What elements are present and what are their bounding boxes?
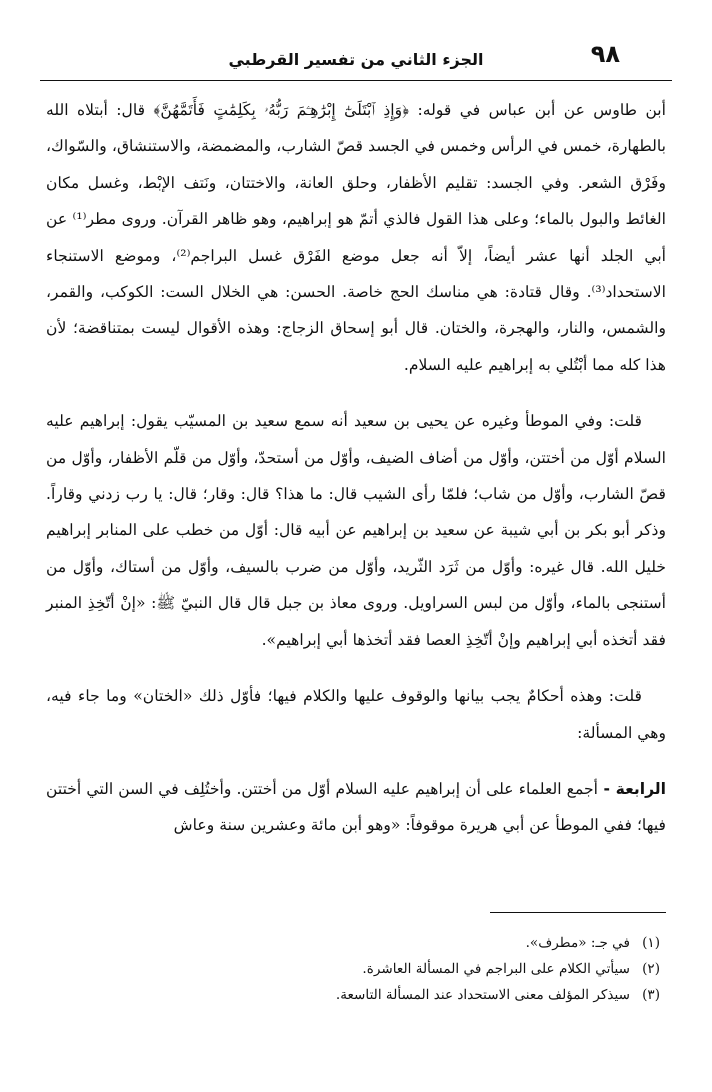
main-text xyxy=(46,92,666,856)
paragraph-tafsir-opening: أبن طاوس عن أبن عباس في قوله: ﴿وَإِذِ ٱبْتَلَىٰٓ إِبْرَٰهِـۧمَ رَبُّهُۥ بِكَلِمَٰتٍ فَأَتَمَّهُنَّ﴾ قال: أبتلاه الله بالطهارة، خمس في الرأس وخمس في الجسد قصّ الشارب، والمضمضة، والاستنشاق، والسّواك، وفَرْق الشعر. وفي الجسد: تقليم الأظفار، وحلق العانة، والاختتان، ونَتف الإبْط، وغسل مكان الغائط والبول بالماء؛ وعلى هذا القول فالذي أتمّ هو إبراهيم، وهو ظاهر القرآن. وروى مطر⁽¹⁾ عن أبي الجلد أنها عشر أيضاً، إلاّ أنه جعل موضع الفَرْق غسل البراجم⁽²⁾، وموضع الاستنجاء الاستحداد⁽³⁾. وقال قتادة: هي مناسك الحج خاصة. الحسن: هي الخلال الست: الكوكب، والقمر، والشمس، والنار، والهجرة، والختان. قال أبو إسحاق الزجاج: وهذه الأقوال ليست بمتناقضة؛ لأن هذا كله مما أبْتُلي به إبراهيم عليه السلام. xyxy=(46,101,666,374)
paragraph-issue-four xyxy=(46,771,666,844)
footnote-text: في جـ: «مطرف». xyxy=(525,935,630,951)
running-title: الجزء الثاني من تفسير القرطبي xyxy=(228,50,484,69)
footnotes xyxy=(46,930,660,1008)
footnote-text: سيذكر المؤلف معنى الاستحداد عند المسألة التاسعة. xyxy=(335,987,630,1003)
footnote xyxy=(46,982,660,1008)
footnote xyxy=(46,956,660,982)
page-number: ٩٨ xyxy=(590,40,620,68)
footnote-number: (٢) xyxy=(642,961,660,977)
footnote-number: (٣) xyxy=(642,987,660,1003)
footnote-separator xyxy=(490,912,666,913)
issue-heading: الرابعة - xyxy=(597,779,666,798)
footnote xyxy=(46,930,660,956)
paragraph-qultu-muwatta: قلت: وفي الموطأ وغيره عن يحيى بن سعيد أنه سمع سعيد بن المسيّب يقول: إبراهيم عليه السلام أوّل من أختتن، وأوّل من أضاف الضيف، وأوّل من أستحدّ، وأوّل من قلّم الأظفار، وأوّل من قصّ الشارب، وأوّل من شاب؛ فلمّا رأى الشيب قال: ما هذا؟ قال: وقار؛ قال: يا رب زدني وقاراً. وذكر أبو بكر بن أبي شيبة عن سعيد بن إبراهيم عن أبيه قال: أوّل من خطب على المنابر إبراهيم خليل الله. قال غيره: وأوّل من ثَرَد الثّريد، وأوّل من ضرب بالسيف، وأوّل من أستاك، وأوّل من أستنجى بالماء، وأوّل من لبس السراويل. وروى معاذ بن جبل قال قال النبيّ ﷺ: «إنْ أتّخِذِ المنبر فقد أتخذه أبي إبراهيم وإنْ أتّخِذِ العصا فقد أتخذها أبي إبراهيم». xyxy=(46,412,666,649)
page-header xyxy=(40,36,672,81)
footnote-number: (١) xyxy=(642,935,660,951)
footnote-text: سيأتي الكلام على البراجم في المسألة العاشرة. xyxy=(362,961,630,977)
paragraph-qultu-ahkam: قلت: وهذه أحكامٌ يجب بيانها والوقوف عليها والكلام فيها؛ فأوّل ذلك «الختان» وما جاء فيه، وهي المسألة: xyxy=(46,687,666,742)
issue-text: أجمع العلماء على أن إبراهيم عليه السلام أوّل من أختتن. وأختُلِف في السن التي أختتن فيها؛ ففي الموطأ عن أبي هريرة موقوفاً: «وهو أبن مائة وعشرين سنة وعاش xyxy=(46,779,666,835)
